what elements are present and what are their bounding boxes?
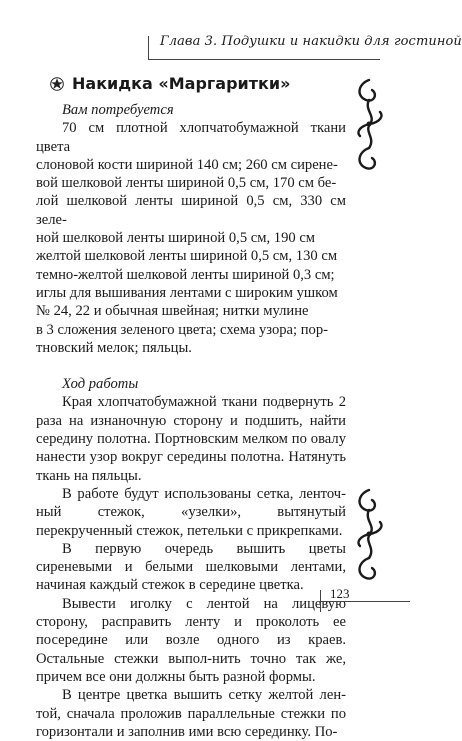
materials-line: ной шелковой ленты шириной 0,5 см, 190 см xyxy=(36,230,316,247)
materials-line: тновский мелок; пяльцы. xyxy=(36,339,192,356)
pentagram-star-icon xyxy=(50,77,64,91)
chapter-title: Глава 3. Подушки и накидки для гостиной xyxy=(160,34,462,49)
procedure-paragraph: В центре цветка вышить сетку желтой лен-той, сначала проложив параллельные стежки по горизонтали и заполнив ими всю серединку. По- xyxy=(36,687,346,740)
header-rule xyxy=(148,59,380,60)
running-head xyxy=(0,30,462,60)
materials-line: 70 см плотной хлопчатобумажной ткани цвета xyxy=(36,120,346,155)
section-title: Накидка «Маргаритки» xyxy=(72,74,291,93)
page-number: 123 xyxy=(330,586,350,601)
procedure-paragraph: Края хлопчатобумажной ткани подвернуть 2 раза на изнаночную сторону и подшить, найти середину полотна. Портновским мелком по овалу нанести узор вокруг середины полотна. Натянуть ткань на пяльцы. xyxy=(36,394,346,484)
header-divider xyxy=(148,36,149,60)
procedure-paragraph: Вывести иголку с лентой на лицевую сторону, расправить ленту и проколоть ее посередине или возле одного из краев. Остальные стежки выпол-нить точно так же, причем все они должны быть разной формы. xyxy=(36,595,346,685)
materials-line: слоновой кости шириной 140 см; 260 см сирене- xyxy=(36,156,338,173)
procedure-paragraph: В первую очередь вышить цветы сиреневыми и белыми шелковыми лентами, начиная каждый стежок в середине цветка. xyxy=(36,540,346,594)
materials-heading: Вам потребуется xyxy=(62,102,174,118)
procedure-paragraph: В работе будут использованы сетка, ленточ-ный стежок, «узелки», вытянутый перекрученный стежок, петельки с прикрепками. xyxy=(36,485,346,539)
procedure-heading: Ход работы xyxy=(62,376,139,393)
materials-line: лой шелковой ленты шириной 0,5 см, 330 см зеле- xyxy=(36,193,346,228)
materials-list xyxy=(36,119,346,357)
materials-line: в 3 сложения зеленого цвета; схема узора; пор- xyxy=(36,321,329,338)
swirl-flourish-icon xyxy=(346,486,392,582)
page-body xyxy=(36,101,346,741)
materials-line: № 24, 22 и обычная швейная; нитки мулине xyxy=(36,303,309,320)
materials-line: вой шелковой ленты шириной 0,5 см, 170 см бе- xyxy=(36,175,337,192)
materials-line: иглы для вышивания лентами с широким ушком xyxy=(36,284,338,301)
swirl-flourish-icon xyxy=(346,76,392,172)
materials-line: темно-желтой шелковой ленты шириной 0,3 см; xyxy=(36,266,335,283)
materials-line: желтой шелковой ленты шириной 0,5 см, 130 см xyxy=(36,248,338,265)
section-heading xyxy=(50,74,350,98)
